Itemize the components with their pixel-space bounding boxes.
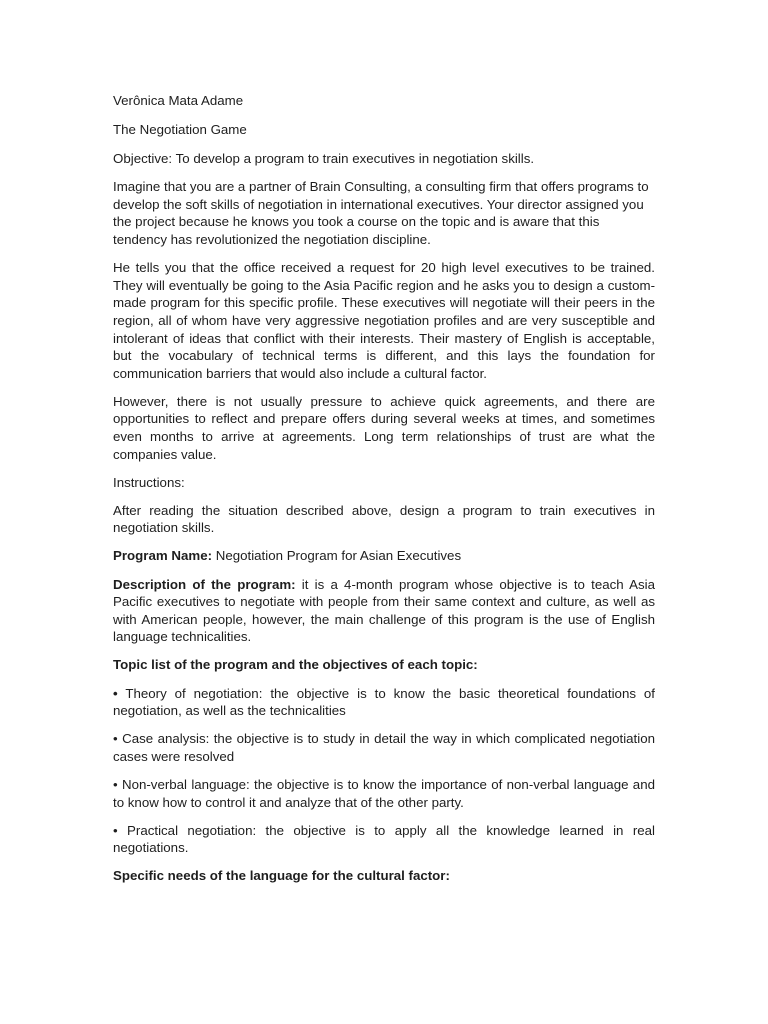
document-title: The Negotiation Game (113, 122, 247, 138)
description-value: it is a 4-month program whose objective is to teach Asia Pacific executives to negotiate with people from their same context and culture, as well as with American people, however, the main challenge of this program is the use of English language technicalities. (113, 576, 655, 645)
objective-line: Objective: To develop a program to train executives in negotiation skills. (113, 151, 535, 167)
specific-needs-heading: Specific needs of the language for the cultural factor: (113, 868, 450, 884)
context-paragraph: However, there is not usually pressure to achieve quick agreements, and there are opportunities to reflect and prepare offers during several weeks at times, and sometimes even months to arrive at agreements. Long term relationships of trust are what the companies value. (113, 393, 655, 462)
topic-text: Non-verbal language: the objective is to know the importance of non-verbal language and to know how to control it and analyze that of the other party. (113, 776, 655, 810)
bullet-icon: • (113, 822, 118, 838)
request-paragraph: He tells you that the office received a request for 20 high level executives to be trained. They will eventually be going to the Asia Pacific region and he asks you to design a custom-made program for this specific profile. These executives will negotiate will their peers in the region, all of whom have very aggressive negotiation profiles and are very susceptible and intolerant of ideas that conflict with their interests. Their mastery of English is acceptable, but the vocabulary of technical terms is different, and this lays the foundation for communication barriers that would also include a cultural factor. (113, 260, 655, 381)
description-paragraph (113, 576, 655, 646)
bullet-icon: • (113, 731, 118, 747)
description-label: Description of the program: (113, 576, 296, 592)
topics-heading: Topic list of the program and the objectives of each topic: (113, 657, 478, 673)
topic-text: Case analysis: the objective is to study in detail the way in which complicated negotiation cases were resolved (113, 731, 655, 764)
topic-text: Theory of negotiation: the objective is to know the basic theoretical foundations of negotiation, as well as the technicalities (113, 685, 655, 719)
document-page (113, 92, 655, 895)
bullet-icon: • (113, 685, 118, 701)
topic-item (113, 776, 655, 811)
author-name: Verônica Mata Adame (113, 93, 244, 108)
topic-item (113, 822, 655, 857)
program-name-label: Program Name: (113, 548, 213, 564)
instructions-heading: Instructions: (113, 474, 185, 490)
topic-item (113, 730, 655, 765)
topic-item (113, 685, 655, 720)
program-name-line (113, 547, 655, 565)
program-name-value: Negotiation Program for Asian Executives (212, 548, 462, 564)
instructions-text: After reading the situation described above, design a program to train executives in negotiation skills. (113, 502, 655, 536)
topic-text: Practical negotiation: the objective is to apply all the knowledge learned in real negotiations. (113, 822, 655, 856)
intro-paragraph: Imagine that you are a partner of Brain Consulting, a consulting firm that offers programs to develop the soft skills of negotiation in international executives. Your director assigned you the project because he knows you took a course on the topic and is aware that this tendency has revolutionized the negotiation discipline. (113, 179, 649, 248)
bullet-icon: • (113, 776, 118, 792)
